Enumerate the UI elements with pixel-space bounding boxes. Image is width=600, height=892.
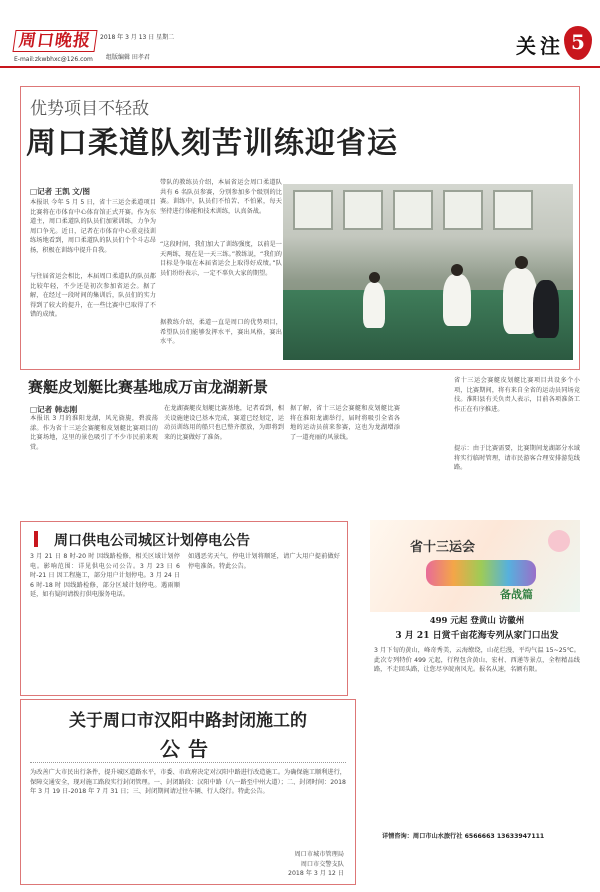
lead-kicker: 优势项目不轻敌 [30, 99, 149, 119]
photo-window [443, 190, 483, 230]
games-banner [370, 520, 580, 612]
newspaper-logo: 周口晚报 [12, 30, 97, 52]
photo-window [393, 190, 433, 230]
issue-date: 2018 年 3 月 13 日 星期二 [100, 34, 175, 41]
rowing-col-2: 在龙湖赛艇皮划艇比赛基地，记者看到，相关设施建设已基本完成，赛道已经划定，运动员训练用的船只也已整齐摆放，为即将到来的比赛做好了准备。 [164, 405, 284, 441]
lead-byline: □记者 王凯 文/图 [30, 187, 91, 196]
flower-icon [548, 530, 570, 552]
photo-athlete [443, 274, 471, 326]
lead-col-4: “这段时间，我们加大了训练强度，以前是一天两练，现在是一天三练。”教练说，“我们的目标是争取在本届省运会上取得好成绩。”队员们纷纷表示，一定不辜负大家的期望。 [160, 241, 282, 277]
rowing-headline: 赛艇皮划艇比赛基地成万亩龙湖新景 [28, 378, 269, 396]
notice-divider [30, 762, 346, 763]
road-notice-title: 关于周口市汉阳中路封闭施工的 [69, 711, 307, 731]
lead-headline: 周口柔道队刻苦训练迎省运 [26, 126, 398, 161]
lead-col-2: 与往届省运会相比，本届周口柔道队的队员都比较年轻，不少还是初次参加省运会。据了解，在经过一段时间的集训后，队员们的实力得到了较大的提升，在一些比赛中已取得了不错的成绩。 [30, 273, 156, 319]
power-notice-text: 3 月 21 日 8 时-20 时 因线路检修，相关区域计划停电。影响范围：详见供电公司公告。3 月 23 日 6 时-21 日 因工程施工，部分用户计划停电。3 月 24 日 6 时-18 时 因线路检修，部分区域计划停电。遇雨顺延，如有疑问请拨打供电服务电话。 [30, 553, 180, 599]
power-notice-title: 周口供电公司城区计划停电公告 [54, 533, 250, 549]
photo-athlete-head [515, 256, 528, 269]
rowing-col-5: 提示：由于比赛需要，比赛期间龙湖部分水域将实行临时管理，请市民游客合理安排游览线路。 [454, 445, 580, 472]
road-notice-text: 为改善广大市民出行条件，提升城区道路水平，市委、市政府决定对汉阳中路进行改造施工。为确保施工顺利进行，保障交通安全，现对施工路段实行封闭管理。一、封闭路段：汉阳中路（八一路至中州大道）；二、封闭时间：2018 年 3 月 19 日-2018 年 7 月 31 日；三、封闭期间请过往车辆、行人绕行。特此公告。 [30, 769, 346, 796]
tour-ad-subtitle: 3 月 21 日赏千亩花海专列从家门口出发 [395, 631, 559, 641]
photo-window [293, 190, 333, 230]
tour-ad-text: 3 月下旬的黄山，峰奇秀美，云海缭绕，山花烂漫，平均气温 15~25℃。此次专列特价 499 元起，行程包含黄山、宏村、西递等景点，全程精品线路，不走回头路，让您尽享皖南风光。报名从速，名额有限。 [374, 647, 580, 674]
banner-ribbon [426, 560, 536, 586]
photo-window [343, 190, 383, 230]
lead-col-1: 本报讯 今年 5 月 5 日，省十三运会柔道项目比赛将在市体育中心体育馆正式开赛。作为东道主，周口柔道队的队员们加紧训练，力争为周口争光。近日，记者在市体育中心重竞技训练场地看到，周口柔道队的队员们个个斗志昂扬，积极在训练中提升自我。 [30, 199, 156, 254]
lead-col-3: 带队的教练员介绍，本届省运会周口柔道队共有 6 名队员参赛，分别参加多个级别的比赛。训练中，队员们不怕苦、不怕累，每天坚持进行体能和技术训练，认真备战。 [160, 179, 282, 215]
power-notice-text-2: 如遇恶劣天气，停电计划将顺延，请广大用户提前做好停电准备。特此公告。 [188, 553, 340, 570]
bolt-icon [34, 531, 48, 547]
photo-athlete-head [369, 272, 380, 283]
photo-athlete [503, 268, 537, 334]
section-title: 关注 [516, 34, 564, 58]
rowing-byline: □记者 韩志刚 [30, 405, 78, 414]
road-notice-subtitle: 公告 [160, 737, 216, 761]
judo-training-photo [283, 184, 573, 360]
photo-window [493, 190, 533, 230]
tour-ad-contact: 详情咨询：周口市山水旅行社 6566663 13633947111 [382, 833, 545, 840]
contact-email: E-mail:zkwbhxc@126.com [14, 56, 93, 63]
road-notice-signature: 周口市城市管理局 周口市交警支队 2018 年 3 月 12 日 [288, 851, 344, 878]
photo-athlete [533, 280, 559, 338]
header-rule [0, 66, 600, 68]
banner-line-1: 省十三运会 [410, 540, 476, 555]
tour-ad-title: 499 元起 登黄山 访徽州 [429, 616, 525, 626]
photo-athlete-head [451, 264, 463, 276]
lead-col-5: 据教练介绍，柔道一直是周口的优势项目，希望队员们能够发挥水平，赛出风格，赛出水平。 [160, 319, 282, 346]
page-editor: 组版编辑 田孝君 [106, 54, 150, 61]
page-number-badge: 5 [564, 26, 592, 60]
rowing-col-3: 据了解，省十三运会赛艇和皮划艇比赛将在淮阳龙湖举行，届时将吸引全省各地的运动员前来参赛，这也为龙湖增添了一道亮丽的风景线。 [290, 405, 400, 441]
banner-line-2: 备战篇 [500, 588, 533, 601]
photo-athlete [363, 282, 385, 328]
rowing-col-4: 省十三运会赛艇皮划艇比赛项目共设多个小项，比赛期间，将有来自全省的运动员同场竞技。淮阳县有关负责人表示，目前各项准备工作正在有序推进。 [454, 377, 580, 413]
rowing-col-1: 本报讯 3 月的淮阳龙湖，风光旖旎，碧波荡漾。作为省十三运会赛艇和皮划艇比赛项目的比赛场地，这里的景色吸引了不少市民前来观赏。 [30, 415, 158, 451]
